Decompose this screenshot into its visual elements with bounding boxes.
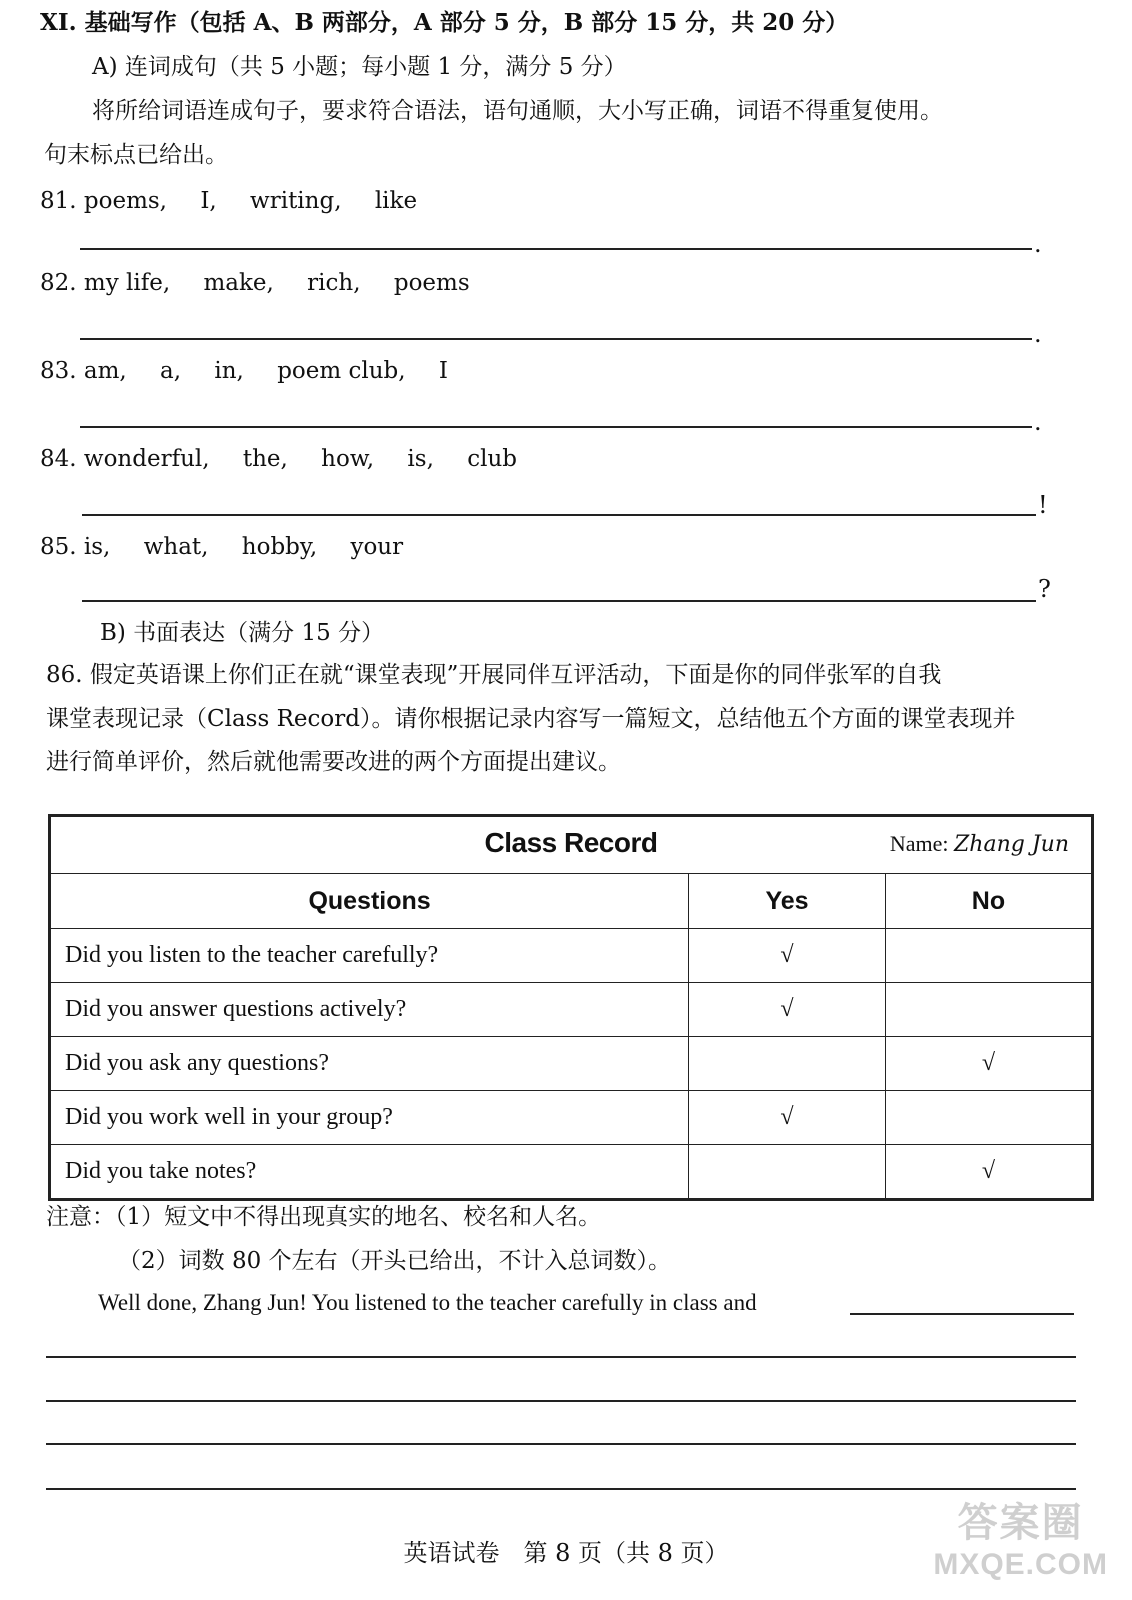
- header-questions: Questions: [51, 874, 689, 929]
- no-check: √: [885, 1037, 1091, 1091]
- essay-line[interactable]: [46, 1400, 1076, 1402]
- end-punctuation: .: [1034, 408, 1042, 436]
- word: I,: [200, 188, 217, 214]
- part-a-title: A) 连词成句（共 5 小题；每小题 1 分，满分 5 分）: [92, 54, 627, 80]
- word: a,: [160, 358, 182, 384]
- end-punctuation: !: [1038, 491, 1048, 519]
- q86-line-3: 进行简单评价，然后就他需要改进的两个方面提出建议。: [46, 749, 621, 775]
- word: the,: [242, 446, 288, 472]
- row-question: Did you take notes?: [51, 1145, 689, 1199]
- word: like: [374, 188, 418, 214]
- watermark-top: 答案圈: [957, 1501, 1084, 1545]
- answer-line-83[interactable]: [80, 426, 1032, 428]
- answer-line-82[interactable]: [80, 338, 1032, 340]
- question-number: 85.: [40, 534, 77, 560]
- record-title-cell: [51, 817, 1092, 874]
- end-punctuation: .: [1034, 320, 1042, 348]
- q86-line-2: 课堂表现记录（Class Record）。请你根据记录内容写一篇短文，总结他五个方面的课堂表现并: [46, 706, 1016, 732]
- header-no: No: [885, 874, 1091, 929]
- class-record-table: [48, 814, 1094, 1201]
- no-check: [885, 929, 1091, 983]
- question-82: [40, 268, 496, 298]
- yes-check: √: [689, 929, 886, 983]
- note-2: （2）词数 80 个左右（开头已给出，不计入总词数）。: [118, 1248, 672, 1274]
- table-row: [51, 1145, 1092, 1199]
- part-b-title: B) 书面表达（满分 15 分）: [100, 620, 385, 646]
- word: hobby,: [241, 534, 318, 560]
- word: your: [350, 534, 404, 560]
- table-row: [51, 1091, 1092, 1145]
- instruction-line-1: 将所给词语连成句子，要求符合语法，语句通顺，大小写正确，词语不得重复使用。: [92, 98, 943, 124]
- word: what,: [143, 534, 209, 560]
- row-question: Did you answer questions actively?: [51, 983, 689, 1037]
- record-name: [890, 831, 1069, 857]
- word: wonderful,: [83, 446, 210, 472]
- question-85: [40, 532, 429, 562]
- q86-line-1: 86. 假定英语课上你们正在就“课堂表现”开展同伴互评活动，下面是你的同伴张军的自我: [46, 662, 942, 688]
- answer-line-85[interactable]: [82, 600, 1036, 602]
- name-label: Name:: [889, 831, 949, 856]
- word: my life,: [83, 270, 171, 296]
- no-check: √: [885, 1145, 1091, 1199]
- instruction-line-2: 句末标点已给出。: [44, 142, 228, 168]
- answer-line-81[interactable]: [80, 248, 1032, 250]
- answer-line-84[interactable]: [82, 514, 1036, 516]
- question-number: 83.: [40, 358, 77, 384]
- word: is,: [83, 534, 111, 560]
- yes-check: [689, 1145, 886, 1199]
- word: make,: [203, 270, 274, 296]
- word: poems,: [83, 188, 167, 214]
- name-value: Zhang Jun: [954, 832, 1069, 857]
- table-row: [51, 1037, 1092, 1091]
- essay-line[interactable]: [46, 1356, 1076, 1358]
- word: is,: [407, 446, 434, 472]
- yes-check: [689, 1037, 886, 1091]
- essay-line[interactable]: [46, 1443, 1076, 1445]
- watermark-bottom: MXQE.COM: [933, 1548, 1108, 1581]
- word: rich,: [307, 270, 361, 296]
- yes-check: √: [689, 1091, 886, 1145]
- header-yes: Yes: [689, 874, 886, 929]
- question-83: [40, 356, 474, 386]
- table-row: [51, 983, 1092, 1037]
- word: how,: [321, 446, 375, 472]
- question-84: [40, 444, 543, 474]
- watermark-logo: [933, 1491, 1108, 1582]
- word: writing,: [250, 188, 342, 214]
- yes-check: √: [689, 983, 886, 1037]
- row-question: Did you ask any questions?: [51, 1037, 689, 1091]
- page-footer: 英语试卷 第 8 页（共 8 页）: [403, 1539, 729, 1567]
- essay-starter: Well done, Zhang Jun! You listened to the teacher carefully in class and: [98, 1290, 757, 1315]
- word: club: [467, 446, 517, 472]
- word: in,: [214, 358, 244, 384]
- question-number: 82.: [40, 270, 77, 296]
- word: am,: [83, 358, 127, 384]
- question-number: 84.: [40, 446, 77, 472]
- section-heading: XI. 基础写作（包括 A、B 两部分，A 部分 5 分，B 部分 15 分，共 20 分）: [40, 9, 849, 36]
- table-row: [51, 929, 1092, 983]
- word: I: [438, 358, 448, 384]
- question-81: [40, 186, 443, 216]
- no-check: [885, 1091, 1091, 1145]
- question-number: 81.: [40, 188, 77, 214]
- record-title: Class Record: [484, 827, 658, 858]
- essay-line[interactable]: [46, 1488, 1076, 1490]
- row-question: Did you listen to the teacher carefully?: [51, 929, 689, 983]
- essay-line[interactable]: [850, 1313, 1074, 1315]
- no-check: [885, 983, 1091, 1037]
- end-punctuation: .: [1034, 230, 1042, 258]
- end-punctuation: ?: [1038, 575, 1051, 603]
- word: poem club,: [277, 358, 406, 384]
- note-1: 注意：（1）短文中不得出现真实的地名、校名和人名。: [46, 1204, 602, 1230]
- row-question: Did you work well in your group?: [51, 1091, 689, 1145]
- word: poems: [393, 270, 470, 296]
